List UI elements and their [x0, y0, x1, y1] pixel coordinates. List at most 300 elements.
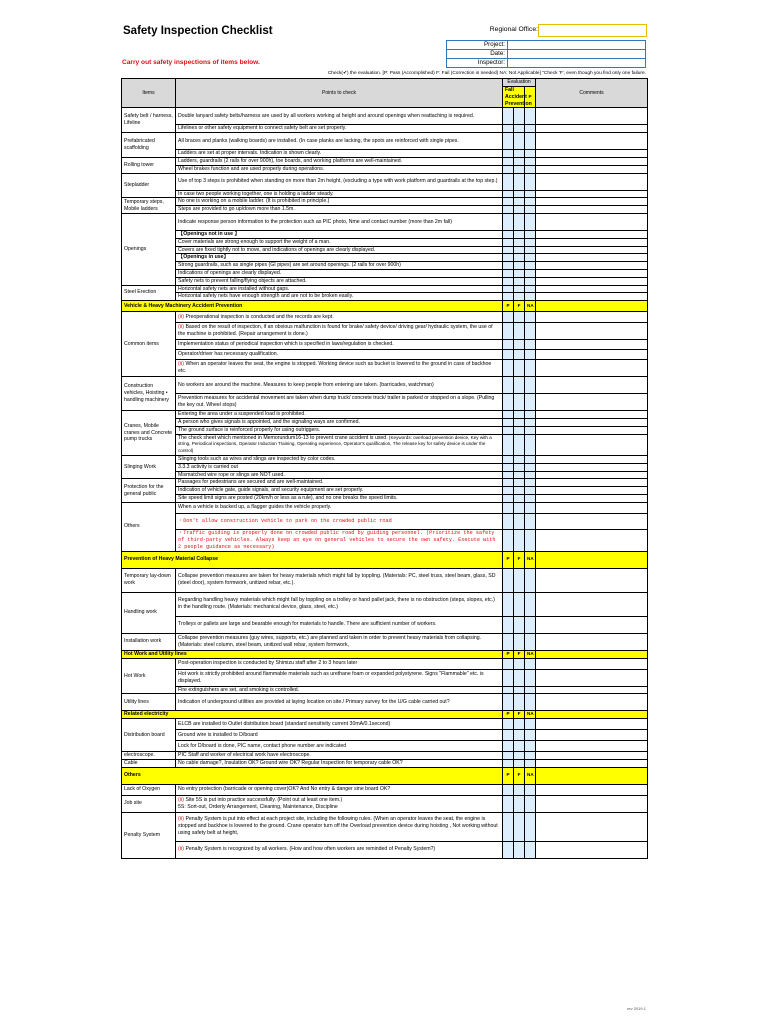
na-cell[interactable] — [525, 173, 536, 190]
pass-cell[interactable] — [503, 502, 514, 513]
na-cell[interactable] — [525, 238, 536, 246]
na-cell[interactable] — [525, 213, 536, 230]
table-row — [122, 592, 648, 616]
na-cell[interactable] — [525, 157, 536, 165]
item-category: Penalty System — [122, 812, 176, 858]
item-category: Distribution board — [122, 719, 176, 752]
page-title: Safety Inspection Checklist — [123, 25, 273, 37]
na-cell[interactable] — [525, 198, 536, 206]
pass-cell[interactable] — [503, 471, 514, 479]
comment-cell[interactable] — [536, 173, 648, 190]
table-row — [122, 360, 648, 377]
pass-cell[interactable] — [503, 269, 514, 277]
comment-cell[interactable] — [536, 150, 648, 158]
fail-cell[interactable] — [514, 238, 525, 246]
fail-cell[interactable] — [514, 479, 525, 487]
comment-cell[interactable] — [536, 377, 648, 394]
fail-cell[interactable] — [514, 133, 525, 150]
check-point: Safety nets to prevent falling/flying objects are attached. — [176, 277, 503, 285]
check-point: No cable damage?, Insulation OK? Ground wire OK? Regular Inspection for temporary cable OK? — [176, 759, 503, 767]
na-cell[interactable] — [525, 529, 536, 551]
na-cell[interactable] — [525, 350, 536, 360]
na-cell[interactable] — [525, 426, 536, 434]
na-cell[interactable] — [525, 312, 536, 323]
pass-cell[interactable] — [503, 262, 514, 270]
check-point: Regarding handling heavy materials which might fall by toppling on a trolley or hand pallet jack, there is no obstruction (steps, slopes, etc.) in the handling route. (Materials: mechanical device, glass, steel, etc.) — [176, 592, 503, 616]
comment-cell[interactable] — [536, 323, 648, 340]
header-row — [122, 79, 648, 87]
pass-cell[interactable] — [503, 719, 514, 730]
table-row — [122, 418, 648, 426]
fail-cell[interactable] — [514, 377, 525, 394]
pass-cell[interactable] — [503, 418, 514, 426]
na-cell[interactable] — [525, 795, 536, 812]
check-point: Ladders are set at proper intervals. Indication is shown clearly. — [176, 150, 503, 158]
fail-cell[interactable] — [514, 125, 525, 133]
na-header: NA — [525, 551, 536, 568]
pass-cell[interactable] — [503, 479, 514, 487]
fail-cell[interactable] — [514, 784, 525, 795]
check-point: PIC Staff and worker of electrical work have electroscope. — [176, 752, 503, 760]
na-cell[interactable] — [525, 479, 536, 487]
table-row — [122, 513, 648, 529]
pass-cell[interactable] — [503, 752, 514, 760]
check-point: Fire extinguishers are set, and smoking is controlled. — [176, 686, 503, 694]
comment-cell[interactable] — [536, 494, 648, 502]
comment-cell[interactable] — [536, 238, 648, 246]
na-cell[interactable] — [525, 125, 536, 133]
table-row — [122, 262, 648, 270]
fail-cell[interactable] — [514, 394, 525, 411]
pass-cell[interactable] — [503, 759, 514, 767]
fail-cell[interactable] — [514, 411, 525, 419]
na-cell[interactable] — [525, 230, 536, 238]
pass-cell[interactable] — [503, 238, 514, 246]
pass-cell[interactable] — [503, 312, 514, 323]
pass-cell[interactable] — [503, 206, 514, 214]
comment-cell[interactable] — [536, 592, 648, 616]
comment-cell[interactable] — [536, 198, 648, 206]
fail-cell[interactable] — [514, 293, 525, 301]
fail-cell[interactable] — [514, 190, 525, 198]
pass-cell[interactable] — [503, 841, 514, 858]
revision-footer: rev 2019.1 — [627, 1006, 646, 1011]
pass-cell[interactable] — [503, 173, 514, 190]
na-cell[interactable] — [525, 323, 536, 340]
comment-cell[interactable] — [536, 230, 648, 238]
fail-cell[interactable] — [514, 426, 525, 434]
pass-cell[interactable] — [503, 730, 514, 741]
pass-cell[interactable] — [503, 434, 514, 455]
comment-cell[interactable] — [536, 360, 648, 377]
fail-cell[interactable] — [514, 108, 525, 125]
check-point: Wheel brakes function and are used properly during operations. — [176, 165, 503, 173]
table-row — [122, 759, 648, 767]
comment-cell[interactable] — [536, 471, 648, 479]
table-row — [122, 323, 648, 340]
fail-cell[interactable] — [514, 157, 525, 165]
table-row — [122, 487, 648, 495]
pass-cell[interactable] — [503, 529, 514, 551]
pass-cell[interactable] — [503, 198, 514, 206]
na-cell[interactable] — [525, 812, 536, 841]
na-cell[interactable] — [525, 377, 536, 394]
comment-cell[interactable] — [536, 411, 648, 419]
comment-cell[interactable] — [536, 434, 648, 455]
fail-cell[interactable] — [514, 730, 525, 741]
fail-cell[interactable] — [514, 350, 525, 360]
comment-cell[interactable] — [536, 841, 648, 858]
fail-cell[interactable] — [514, 418, 525, 426]
na-cell[interactable] — [525, 741, 536, 752]
comment-cell[interactable] — [536, 784, 648, 795]
fail-cell[interactable] — [514, 434, 525, 455]
comment-cell[interactable] — [536, 269, 648, 277]
fail-cell[interactable] — [514, 658, 525, 669]
pass-cell[interactable] — [503, 568, 514, 592]
fail-cell[interactable] — [514, 455, 525, 463]
fail-cell[interactable] — [514, 323, 525, 340]
check-point-subheading: 【Openings not in use 】 — [176, 230, 503, 238]
comment-cell[interactable] — [536, 812, 648, 841]
na-cell[interactable] — [525, 568, 536, 592]
comment-cell[interactable] — [536, 340, 648, 350]
comment-cell[interactable] — [536, 108, 648, 125]
pass-cell[interactable] — [503, 133, 514, 150]
pass-cell[interactable] — [503, 165, 514, 173]
na-header: NA — [525, 301, 536, 312]
na-cell[interactable] — [525, 262, 536, 270]
pass-cell[interactable] — [503, 254, 514, 262]
pass-cell[interactable] — [503, 246, 514, 254]
pass-cell[interactable] — [503, 277, 514, 285]
project-field[interactable] — [508, 41, 646, 50]
comment-cell[interactable] — [536, 759, 648, 767]
comment-cell[interactable] — [536, 418, 648, 426]
table-row — [122, 479, 648, 487]
check-note: (Keywords: overload prevention device, Key with a string, Periodical inspections, Operator Induction Training, Operating experience, Operator's qualification, The release key for safety device is under the control) — [178, 434, 492, 454]
comment-cell[interactable] — [536, 658, 648, 669]
comment-cell[interactable] — [536, 795, 648, 812]
fail-cell[interactable] — [514, 165, 525, 173]
table-row — [122, 254, 648, 262]
fail-cell[interactable] — [514, 285, 525, 293]
check-point: Site speed limit signs are posted (20km/h or less as a rule), and no one breaks the speed limits. — [176, 494, 503, 502]
comment-cell[interactable] — [536, 285, 648, 293]
na-cell[interactable] — [525, 502, 536, 513]
pass-cell[interactable] — [503, 213, 514, 230]
fail-cell[interactable] — [514, 719, 525, 730]
na-cell[interactable] — [525, 784, 536, 795]
na-cell[interactable] — [525, 434, 536, 455]
p-header: P — [503, 650, 514, 658]
pass-cell[interactable] — [503, 411, 514, 419]
table-row — [122, 190, 648, 198]
fail-cell[interactable] — [514, 795, 525, 812]
fail-cell[interactable] — [514, 254, 525, 262]
pass-cell[interactable] — [503, 150, 514, 158]
pass-cell[interactable] — [503, 694, 514, 711]
na-cell[interactable] — [525, 246, 536, 254]
section-row — [122, 711, 648, 719]
comment-cell[interactable] — [536, 125, 648, 133]
pass-cell[interactable] — [503, 784, 514, 795]
comment-cell[interactable] — [536, 206, 648, 214]
regional-office-field[interactable] — [538, 24, 647, 37]
fail-cell[interactable] — [514, 741, 525, 752]
tag: (Ⅱ) — [178, 313, 185, 320]
table-row — [122, 350, 648, 360]
na-cell[interactable] — [525, 513, 536, 529]
pass-cell[interactable] — [503, 592, 514, 616]
fail-cell[interactable] — [514, 198, 525, 206]
comment-cell[interactable] — [536, 262, 648, 270]
check-point: Steps are provided to go up/down more than 1.5m. — [176, 206, 503, 214]
comment-cell[interactable] — [536, 463, 648, 471]
comment-cell[interactable] — [536, 293, 648, 301]
check-point — [176, 312, 503, 323]
comment-cell[interactable] — [536, 719, 648, 730]
pass-cell[interactable] — [503, 741, 514, 752]
na-cell[interactable] — [525, 269, 536, 277]
na-cell[interactable] — [525, 394, 536, 411]
pass-cell[interactable] — [503, 426, 514, 434]
pass-cell[interactable] — [503, 686, 514, 694]
na-cell[interactable] — [525, 719, 536, 730]
comment-cell[interactable] — [536, 502, 648, 513]
fail-cell[interactable] — [514, 340, 525, 350]
na-header: NA — [525, 650, 536, 658]
na-cell[interactable] — [525, 669, 536, 686]
fail-cell[interactable] — [514, 529, 525, 551]
comment-cell[interactable] — [536, 616, 648, 633]
pass-cell[interactable] — [503, 125, 514, 133]
comment-cell[interactable] — [536, 350, 648, 360]
tag: (Ⅱ) — [178, 324, 185, 331]
pass-cell[interactable] — [503, 360, 514, 377]
table-row — [122, 238, 648, 246]
comment-cell[interactable] — [536, 479, 648, 487]
item-category: electroscope. — [122, 752, 176, 760]
comment-cell[interactable] — [536, 730, 648, 741]
f-header: F — [514, 650, 525, 658]
check-point: Indications of openings are clearly displayed. — [176, 269, 503, 277]
na-cell[interactable] — [525, 285, 536, 293]
pass-cell[interactable] — [503, 377, 514, 394]
fail-cell[interactable] — [514, 841, 525, 858]
comment-cell[interactable] — [536, 426, 648, 434]
comment-cell[interactable] — [536, 487, 648, 495]
na-cell[interactable] — [525, 658, 536, 669]
comment-cell[interactable] — [536, 686, 648, 694]
fail-cell[interactable] — [514, 494, 525, 502]
na-cell[interactable] — [525, 686, 536, 694]
fail-cell[interactable] — [514, 694, 525, 711]
pass-cell[interactable] — [503, 323, 514, 340]
check-point: In case two people working together, one is holding a ladder steady. — [176, 190, 503, 198]
na-cell[interactable] — [525, 752, 536, 760]
comment-cell[interactable] — [536, 455, 648, 463]
na-cell[interactable] — [525, 730, 536, 741]
table-row — [122, 633, 648, 650]
pass-cell[interactable] — [503, 394, 514, 411]
table-row — [122, 426, 648, 434]
pass-cell[interactable] — [503, 157, 514, 165]
na-cell[interactable] — [525, 694, 536, 711]
comment-cell[interactable] — [536, 752, 648, 760]
table-row — [122, 269, 648, 277]
fail-cell[interactable] — [514, 513, 525, 529]
comment-cell[interactable] — [536, 694, 648, 711]
date-field[interactable] — [508, 50, 646, 59]
comment-cell[interactable] — [536, 312, 648, 323]
fail-cell[interactable] — [514, 150, 525, 158]
pass-cell[interactable] — [503, 350, 514, 360]
pass-cell[interactable] — [503, 293, 514, 301]
pass-cell[interactable] — [503, 463, 514, 471]
pass-cell[interactable] — [503, 812, 514, 841]
fail-cell[interactable] — [514, 487, 525, 495]
table-row — [122, 125, 648, 133]
comment-cell[interactable] — [536, 633, 648, 650]
comment-cell[interactable] — [536, 513, 648, 529]
check-point: No one is working on a mobile ladder. (It is prohibited in principle.) — [176, 198, 503, 206]
fail-cell[interactable] — [514, 752, 525, 760]
fail-cell[interactable] — [514, 812, 525, 841]
fail-cell[interactable] — [514, 633, 525, 650]
check-point — [176, 841, 503, 858]
pass-cell[interactable] — [503, 494, 514, 502]
fail-cell[interactable] — [514, 213, 525, 230]
item-category: Temporary lay-down work — [122, 568, 176, 592]
fail-cell[interactable] — [514, 262, 525, 270]
comment-cell[interactable] — [536, 246, 648, 254]
fail-cell[interactable] — [514, 592, 525, 616]
evaluation-header: Evaluation — [503, 79, 536, 87]
pass-cell[interactable] — [503, 513, 514, 529]
fail-cell[interactable] — [514, 173, 525, 190]
na-cell[interactable] — [525, 455, 536, 463]
fail-cell[interactable] — [514, 312, 525, 323]
comment-cell[interactable] — [536, 394, 648, 411]
check-point: Operator/driver has necessary qualification. — [176, 350, 503, 360]
f-header: F — [514, 301, 525, 312]
fail-cell[interactable] — [514, 463, 525, 471]
fail-cell[interactable] — [514, 246, 525, 254]
na-cell[interactable] — [525, 418, 536, 426]
na-cell[interactable] — [525, 133, 536, 150]
na-cell[interactable] — [525, 360, 536, 377]
comment-cell[interactable] — [536, 190, 648, 198]
fail-cell[interactable] — [514, 360, 525, 377]
check-point: Horizontal safety nets are installed without gaps. — [176, 285, 503, 293]
na-cell[interactable] — [525, 206, 536, 214]
comment-cell[interactable] — [536, 213, 648, 230]
na-cell[interactable] — [525, 616, 536, 633]
comment-cell[interactable] — [536, 277, 648, 285]
table-row — [122, 795, 648, 812]
check-point: Slinging tools such as wires and slings are inspected by color codes. — [176, 455, 503, 463]
na-cell[interactable] — [525, 108, 536, 125]
pass-cell[interactable] — [503, 285, 514, 293]
comment-cell[interactable] — [536, 157, 648, 165]
na-cell[interactable] — [525, 759, 536, 767]
na-cell[interactable] — [525, 190, 536, 198]
table-row — [122, 658, 648, 669]
table-row — [122, 529, 648, 551]
pass-cell[interactable] — [503, 455, 514, 463]
fail-cell[interactable] — [514, 759, 525, 767]
na-cell[interactable] — [525, 254, 536, 262]
pass-cell[interactable] — [503, 230, 514, 238]
check-point: When a vehicle is backed up, a flagger guides the vehicle properly. — [176, 502, 503, 513]
comment-cell[interactable] — [536, 568, 648, 592]
na-cell[interactable] — [525, 277, 536, 285]
item-category: Utility lines — [122, 694, 176, 711]
table-row — [122, 841, 648, 858]
table-row — [122, 471, 648, 479]
na-cell[interactable] — [525, 165, 536, 173]
na-cell[interactable] — [525, 592, 536, 616]
pass-cell[interactable] — [503, 108, 514, 125]
comment-cell[interactable] — [536, 165, 648, 173]
table-row — [122, 165, 648, 173]
fail-cell[interactable] — [514, 568, 525, 592]
na-cell[interactable] — [525, 463, 536, 471]
na-cell[interactable] — [525, 411, 536, 419]
na-cell[interactable] — [525, 494, 536, 502]
pass-cell[interactable] — [503, 487, 514, 495]
check-point: Cover materials are strong enough to support the weight of a man. — [176, 238, 503, 246]
na-cell[interactable] — [525, 487, 536, 495]
check-point: Collapse prevention measures (guy wires, supports, etc.) are planned and taken in order to prevent heavy materials from collapsing. (Materials: steel column, steel beam, unitized wall rebar, system formwork, — [176, 633, 503, 650]
na-cell[interactable] — [525, 150, 536, 158]
pass-cell[interactable] — [503, 633, 514, 650]
fail-cell[interactable] — [514, 230, 525, 238]
item-category: Common items — [122, 312, 176, 377]
pass-cell[interactable] — [503, 669, 514, 686]
na-cell[interactable] — [525, 633, 536, 650]
inspector-field[interactable] — [508, 59, 646, 68]
fail-cell[interactable] — [514, 669, 525, 686]
pass-cell[interactable] — [503, 190, 514, 198]
check-point: All braces and planks (walking boards) are installed. (In case planks are lacking, the spots are reinforced with single pipes. — [176, 133, 503, 150]
pass-cell[interactable] — [503, 658, 514, 669]
tag: (Ⅱ) — [178, 846, 185, 853]
p-header: P — [503, 551, 514, 568]
fail-cell[interactable] — [514, 277, 525, 285]
fail-cell[interactable] — [514, 269, 525, 277]
comment-cell[interactable] — [536, 133, 648, 150]
comment-cell[interactable] — [536, 741, 648, 752]
pass-cell[interactable] — [503, 616, 514, 633]
table-row — [122, 812, 648, 841]
fail-cell[interactable] — [514, 502, 525, 513]
fail-cell[interactable] — [514, 471, 525, 479]
comment-cell[interactable] — [536, 529, 648, 551]
pass-cell[interactable] — [503, 340, 514, 350]
fail-cell[interactable] — [514, 616, 525, 633]
fail-cell[interactable] — [514, 206, 525, 214]
na-cell[interactable] — [525, 340, 536, 350]
fail-cell[interactable] — [514, 686, 525, 694]
comment-cell[interactable] — [536, 254, 648, 262]
na-cell[interactable] — [525, 841, 536, 858]
na-cell[interactable] — [525, 293, 536, 301]
na-cell[interactable] — [525, 471, 536, 479]
comment-cell[interactable] — [536, 669, 648, 686]
pass-cell[interactable] — [503, 795, 514, 812]
